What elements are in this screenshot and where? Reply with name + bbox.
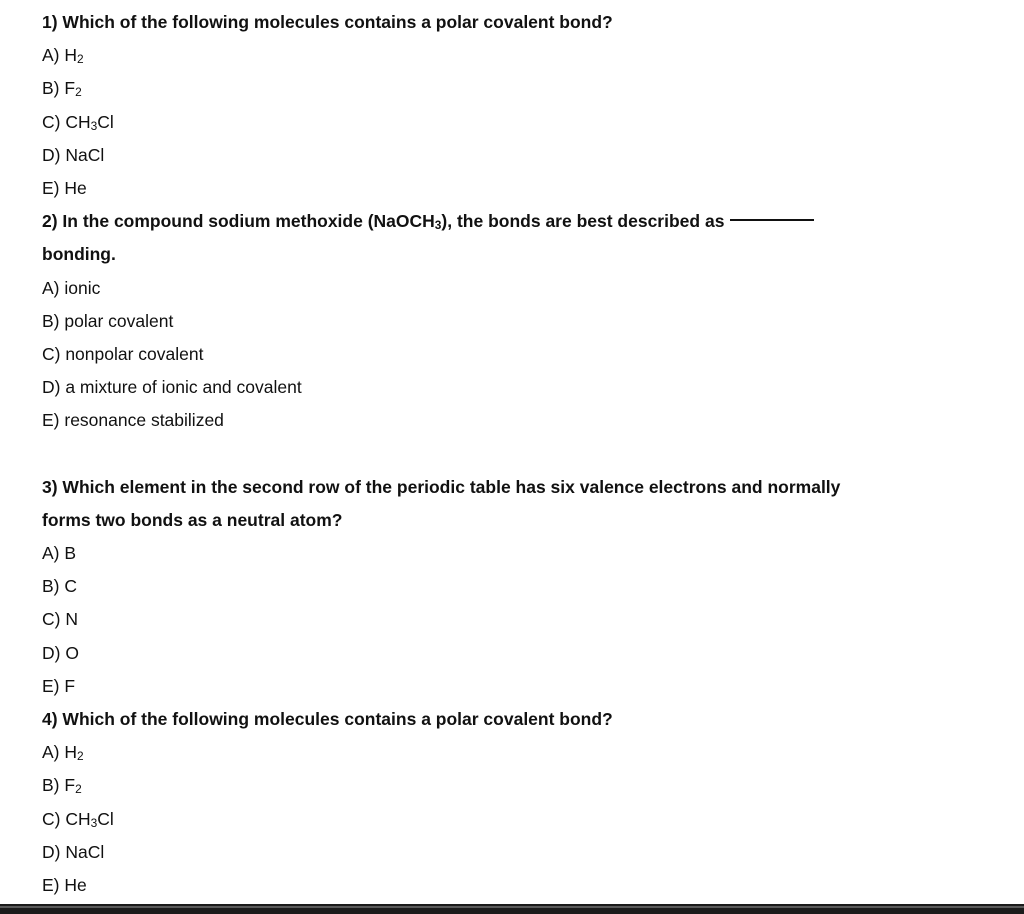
q3-option-e: E) F [42,675,76,696]
question-2-continued: bonding. [42,244,116,265]
q1-option-b: B) $F_2$ [42,78,82,100]
bottom-border-bar [0,904,1024,914]
q4-option-b: B) $F_2$ [42,775,82,797]
q4-option-a: A) $H_2$ [42,742,84,763]
question-2: 2) In the compound sodium methoxide (NaOCH$_3$), the bonds are best described as [42,208,1002,241]
q4-option-c: C) $CH_3Cl$ [42,808,114,830]
q2-option-d: D) a mixture of ionic and covalent [42,377,302,398]
q2-option-a: A) ionic [42,277,101,298]
q3-option-b: B) C [42,576,77,597]
answer-blank-line [730,219,814,221]
q3-option-c: C) N [42,609,78,630]
bottom-bar-stripe [0,906,1024,908]
q2-option-c: C) nonpolar covalent [42,343,204,364]
q1-option-a: A) $H_2$ [42,45,84,66]
quiz-document [42,9,1002,905]
question-4: 4) Which of the following molecules contains a polar covalent bond? [42,708,613,729]
question-3: 3) Which element in the second row of the periodic table has six valence electrons and normally [42,476,841,497]
question-1: 1) Which of the following molecules contains a polar covalent bond? [42,12,613,32]
q1-option-d: D) NaCl [42,144,105,165]
q4-option-e: E) He [42,874,87,895]
q2-option-b: B) polar covalent [42,310,174,331]
question-3-continued: forms two bonds as a neutral atom? [42,509,343,530]
q2-option-e: E) resonance stabilized [42,410,224,431]
blank-spacer [42,440,1002,473]
q1-option-c: C) $CH_3Cl$ [42,111,114,133]
q3-option-d: D) O [42,642,79,663]
q1-option-e: E) He [42,177,87,198]
q3-option-a: A) B [42,543,77,563]
q4-option-d: D) NaCl [42,841,105,862]
